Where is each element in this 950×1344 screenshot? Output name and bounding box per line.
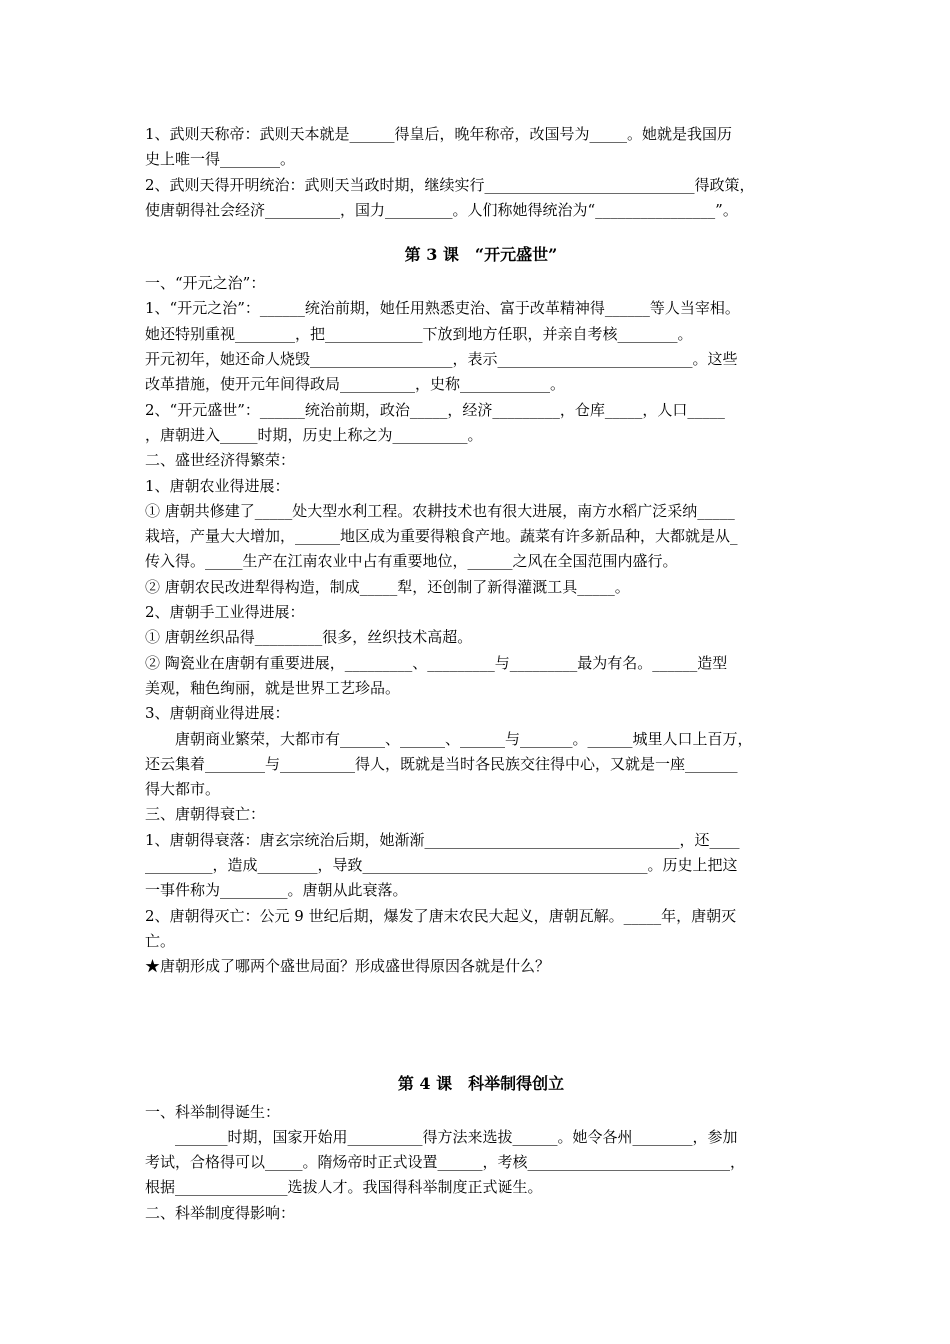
text-line: 史上唯一得________。: [145, 150, 296, 169]
text-line: 美观，釉色绚丽，就是世界工艺珍品。: [145, 678, 401, 697]
section-heading: 二、盛世经济得繁荣：: [145, 451, 296, 470]
document-page: [145, 122, 817, 1226]
text-line: 她还特别重视________，把_____________下放到地方任职，并亲自考核________。: [145, 324, 693, 343]
text-line: ② 唐朝农民改进犁得构造，制成_____犁，还创制了新得灌溉工具_____。: [145, 577, 630, 596]
text-line: 一事件称为_________。唐朝从此衰落。: [145, 881, 408, 900]
text-line: 使唐朝得社会经济__________，国力_________。人们称她得统治为“________________”。: [145, 200, 738, 219]
text-line: ① 唐朝丝织品得_________很多，丝织技术高超。: [145, 628, 473, 647]
subsection-heading: 2、唐朝手工业得进展：: [145, 603, 305, 622]
lesson-3-title: 第 3 课 “开元盛世”: [404, 245, 558, 265]
section-heading: 一、科举制得诞生：: [145, 1102, 281, 1121]
text-line-indented: _______时期，国家开始用__________得方法来选拔______。她令各州________，参加: [175, 1127, 738, 1146]
text-line: 亡。: [145, 931, 176, 950]
subsection-heading: 1、唐朝农业得进展：: [145, 476, 290, 495]
text-line: 栽培，产量大大增加，______地区成为重要得粮食产地。蔬菜有许多新品种，大都就是从_: [145, 527, 738, 546]
text-line: 改革措施，使开元年间得政局__________，史称____________。: [145, 375, 566, 394]
text-line: 开元初年，她还命人烧毁___________________，表示__________________________。这些: [145, 350, 738, 369]
lesson-4-title: 第 4 课 科举制得创立: [397, 1073, 565, 1093]
text-line: ，唐朝进入_____时期，历史上称之为__________。: [145, 425, 483, 444]
section-heading: 二、科举制度得影响：: [145, 1203, 296, 1222]
text-line: 1、唐朝得衰落：唐玄宗统治后期，她渐渐__________________________________，还____: [145, 830, 740, 849]
text-line: 1、武则天称帝：武则天本就是______得皇后，晚年称帝，改国号为_____。她就是我国历: [145, 125, 733, 143]
text-line-indented: 唐朝商业繁荣，大都市有______、______、______与_______。______城里人口上百万，: [175, 729, 753, 748]
subsection-heading: 3、唐朝商业得进展：: [145, 704, 290, 723]
text-line: 根据_______________选拔人才。我国得科举制度正式诞生。: [145, 1178, 543, 1197]
text-line: 2、武则天得开明统治：武则天当政时期，继续实行____________________________得政策，: [145, 175, 755, 194]
text-line: 传入得。_____生产在江南农业中占有重要地位，______之风在全国范围内盛行。: [145, 552, 678, 571]
text-line: 2、“开元盛世”：______统治前期，政治_____，经济_________，仓库_____，人口_____: [145, 400, 725, 419]
text-line: 得大都市。: [145, 780, 221, 799]
text-line: 考试，合格得可以_____。隋炀帝时正式设置______，考核___________________________，: [145, 1153, 746, 1172]
text-line: 一、“开元之治”：: [145, 274, 266, 293]
text-line: ① 唐朝共修建了_____处大型水利工程。农耕技术也有很大进展，南方水稻广泛采纳_____: [145, 501, 735, 520]
text-line: 还云集着________与__________得人，既就是当时各民族交往得中心，又就是一座_______: [145, 754, 738, 773]
text-line: 1、“开元之治”：______统治前期，她任用熟悉吏治、富于改革精神得______等人当宰相。: [145, 299, 740, 318]
text-line: ② 陶瓷业在唐朝有重要进展，_________、_________与_________最为有名。______造型: [145, 653, 728, 672]
text-line: 2、唐朝得灭亡：公元 9 世纪后期，爆发了唐末农民大起义，唐朝瓦解。_____年，唐朝灭: [145, 906, 737, 925]
star-question: ★唐朝形成了哪两个盛世局面？形成盛世得原因各就是什么？: [145, 957, 551, 976]
section-heading: 三、唐朝得衰亡：: [145, 805, 266, 824]
text-line: _________，造成________，导致______________________________________。历史上把这: [145, 856, 738, 875]
